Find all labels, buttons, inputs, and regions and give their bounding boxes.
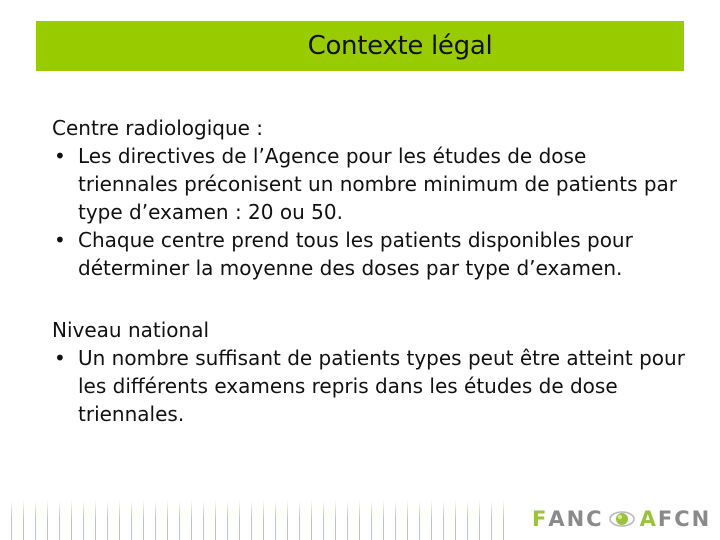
bullet-icon: • (54, 346, 66, 370)
bullet-text: Les directives de l’Agence pour les études de dose triennales préconisent un nombre minimum de patients par type d’examen : 20 ou 50. (78, 144, 678, 224)
section-spacer (52, 282, 692, 316)
bullet-text: Un nombre suffisant de patients types peut être atteint pour les différents examens repris dans les études de dose triennales. (78, 346, 685, 426)
atom-icon (608, 508, 636, 530)
bullet-list (52, 142, 692, 282)
bullet-text: Chaque centre prend tous les patients disponibles pour déterminer la moyenne des doses par type d’examen. (78, 228, 633, 280)
slide-content (52, 114, 692, 428)
title-bar (36, 21, 684, 71)
bullet-icon: • (54, 144, 66, 168)
list-item (52, 226, 692, 282)
section-radiological-center (52, 114, 692, 282)
logo-letter: F (532, 507, 549, 531)
list-item (52, 142, 692, 226)
list-item (52, 344, 692, 428)
section-heading: Niveau national (52, 318, 210, 342)
fanc-afcn-logo (532, 504, 711, 534)
bullet-icon: • (54, 228, 66, 252)
section-national-level (52, 316, 692, 428)
logo-letter: A (639, 507, 658, 531)
logo-text: ANC (548, 507, 604, 531)
footer-stripes (0, 500, 505, 540)
slide-title: Contexte légal (307, 31, 493, 61)
logo-text: FCN (657, 507, 712, 531)
section-heading: Centre radiologique : (52, 116, 264, 140)
bullet-list (52, 344, 692, 428)
